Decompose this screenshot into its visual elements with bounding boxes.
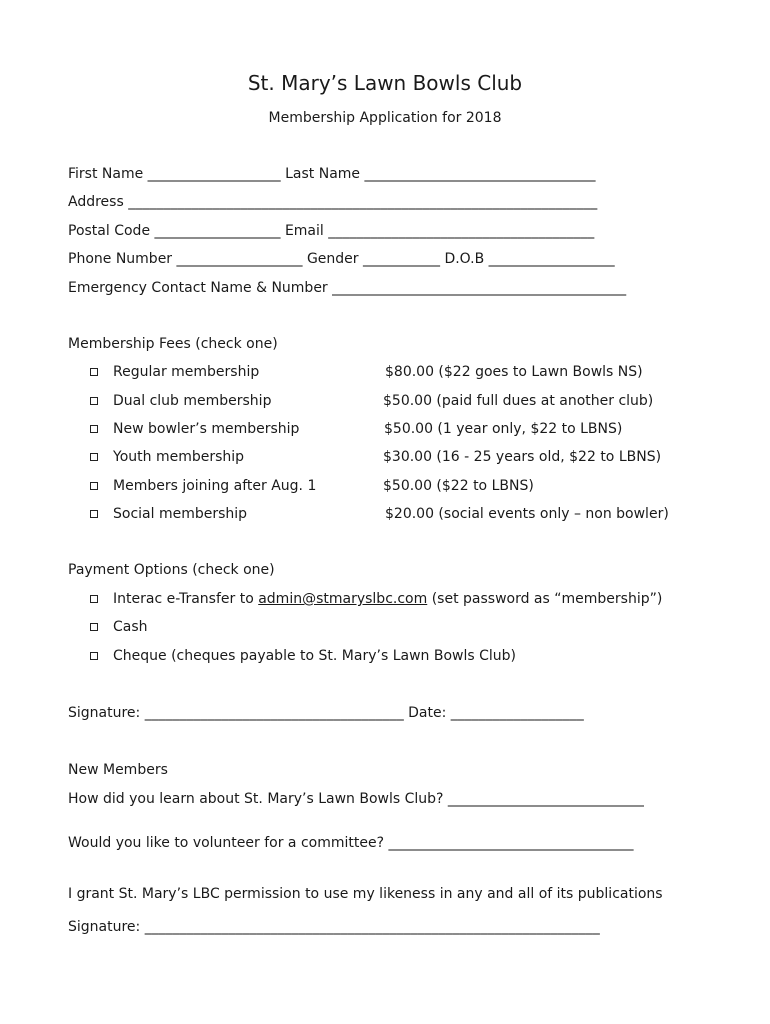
fee-price: $30.00 (16 - 25 years old, $22 to LBNS) (383, 449, 662, 465)
form-title: St. Mary’s Lawn Bowls Club (247, 71, 523, 95)
fee-label: Youth membership (113, 449, 245, 465)
fee-price: $20.00 (social events only – non bowler) (385, 506, 669, 522)
fee-label: Social membership (113, 506, 248, 522)
address-field[interactable]: Address ___________________________________________________________________ (68, 194, 598, 210)
volunteer-field[interactable]: Would you like to volunteer for a committee? ___________________________________ (68, 835, 634, 851)
cheque-label: Cheque (cheques payable to St. Mary’s Lawn Bowls Club) (113, 648, 516, 664)
checkbox-icon[interactable] (90, 397, 98, 405)
payment-options-heading: Payment Options (check one) (68, 562, 275, 578)
new-members-heading: New Members (68, 762, 168, 778)
form-subtitle: Membership Application for 2018 (268, 110, 502, 126)
email-link[interactable]: admin@stmaryslbc.com (258, 591, 428, 607)
checkbox-icon[interactable] (90, 482, 98, 490)
fee-label: Members joining after Aug. 1 (113, 478, 317, 494)
checkbox-icon[interactable] (90, 623, 98, 631)
checkbox-icon[interactable] (90, 368, 98, 376)
likeness-permission-text: I grant St. Mary’s LBC permission to use my likeness in any and all of its publications (68, 886, 663, 902)
fee-price: $80.00 ($22 goes to Lawn Bowls NS) (385, 364, 643, 380)
checkbox-icon[interactable] (90, 595, 98, 603)
postal-email-fields[interactable]: Postal Code __________________ Email ______________________________________ (68, 223, 595, 239)
checkbox-icon[interactable] (90, 425, 98, 433)
fee-price: $50.00 ($22 to LBNS) (383, 478, 534, 494)
etransfer-text (113, 590, 662, 608)
membership-fees-heading: Membership Fees (check one) (68, 336, 278, 352)
fee-price: $50.00 (paid full dues at another club) (383, 393, 654, 409)
checkbox-icon[interactable] (90, 652, 98, 660)
checkbox-icon[interactable] (90, 453, 98, 461)
etransfer-prefix: Interac e-Transfer to (113, 591, 259, 607)
learn-about-club-field[interactable]: How did you learn about St. Mary’s Lawn Bowls Club? ____________________________ (68, 791, 644, 807)
signature-date-fields[interactable]: Signature: _____________________________________ Date: ___________________ (68, 705, 584, 721)
fee-label: Regular membership (113, 364, 260, 380)
etransfer-suffix: (set password as “membership”) (427, 591, 663, 607)
emergency-contact-field[interactable]: Emergency Contact Name & Number __________________________________________ (68, 280, 627, 296)
fee-label: New bowler’s membership (113, 421, 300, 437)
fee-price: $50.00 (1 year only, $22 to LBNS) (384, 421, 623, 437)
checkbox-icon[interactable] (90, 510, 98, 518)
phone-gender-dob-fields[interactable]: Phone Number __________________ Gender ___________ D.O.B __________________ (68, 251, 615, 267)
cash-label: Cash (113, 619, 148, 635)
name-fields[interactable]: First Name ___________________ Last Name _________________________________ (68, 166, 596, 182)
fee-label: Dual club membership (113, 393, 272, 409)
permission-signature-field[interactable]: Signature: _________________________________________________________________ (68, 919, 600, 935)
